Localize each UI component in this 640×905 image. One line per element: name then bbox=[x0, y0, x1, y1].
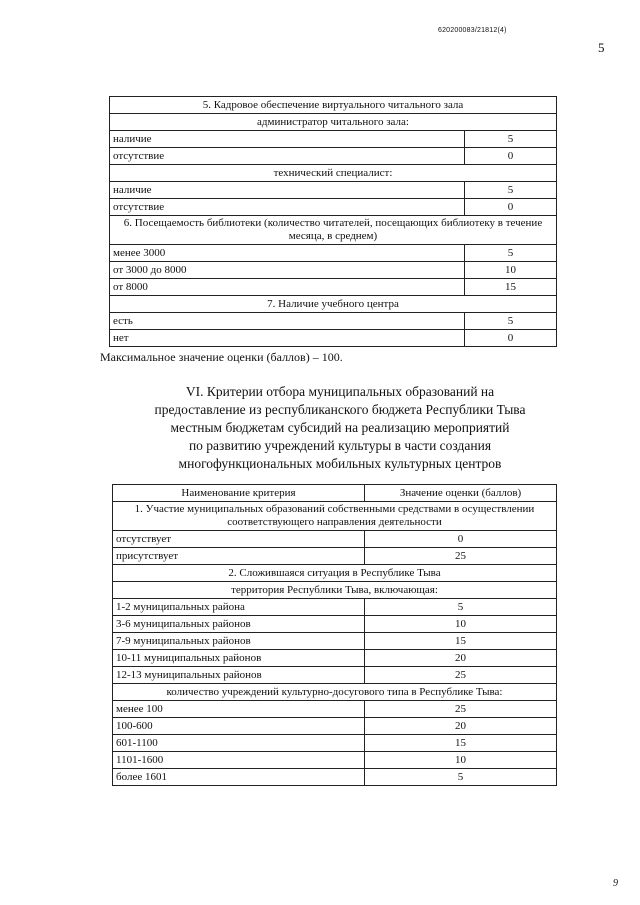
table-section-header-row bbox=[113, 582, 557, 599]
criterion-label-cell: более 1601 bbox=[113, 769, 365, 786]
score-value-cell: 25 bbox=[365, 548, 557, 565]
section-title-line: по развитию учреждений культуры в части создания bbox=[188, 438, 492, 453]
criterion-label-cell: наличие bbox=[110, 131, 465, 148]
score-value-cell: 5 bbox=[465, 182, 557, 199]
table-row bbox=[110, 182, 557, 199]
table-row bbox=[113, 531, 557, 548]
score-value-cell: 0 bbox=[465, 199, 557, 216]
score-value-cell: 0 bbox=[365, 531, 557, 548]
table-row bbox=[113, 616, 557, 633]
table-row bbox=[113, 667, 557, 684]
criterion-label-cell: менее 100 bbox=[113, 701, 365, 718]
table-row bbox=[113, 752, 557, 769]
score-value-cell: 0 bbox=[465, 330, 557, 347]
section-header-cell: территория Республики Тыва, включающая: bbox=[113, 582, 557, 599]
table-section-header-row bbox=[110, 216, 557, 245]
table-row bbox=[110, 131, 557, 148]
criterion-label-cell: от 3000 до 8000 bbox=[110, 262, 465, 279]
criteria-table-part-5-7 bbox=[109, 96, 557, 347]
score-value-cell: 20 bbox=[365, 718, 557, 735]
score-value-cell: 10 bbox=[465, 262, 557, 279]
score-value-cell: 15 bbox=[465, 279, 557, 296]
section-header-cell: 2. Сложившаяся ситуация в Республике Тыва bbox=[113, 565, 557, 582]
score-value-cell: 25 bbox=[365, 667, 557, 684]
score-value-cell: 0 bbox=[465, 148, 557, 165]
table-row bbox=[110, 279, 557, 296]
score-value-cell: 5 bbox=[365, 599, 557, 616]
table-section-header-row bbox=[110, 97, 557, 114]
section-title-line: местным бюджетам субсидий на реализацию мероприятий bbox=[170, 420, 510, 435]
criterion-label-cell: 12-13 муниципальных районов bbox=[113, 667, 365, 684]
table-section-header-row bbox=[113, 684, 557, 701]
score-value-cell: 5 bbox=[465, 131, 557, 148]
score-value-cell: 5 bbox=[365, 769, 557, 786]
section-header-cell: 5. Кадровое обеспечение виртуального читального зала bbox=[110, 97, 557, 114]
table-row bbox=[110, 199, 557, 216]
column-header-criterion: Наименование критерия bbox=[113, 485, 365, 502]
table-row bbox=[113, 701, 557, 718]
table-row bbox=[110, 148, 557, 165]
max-score-note: Максимальное значение оценки (баллов) – 100. bbox=[100, 350, 343, 364]
document-id: 620200083/21812(4) bbox=[438, 27, 507, 34]
criterion-label-cell: отсутствие bbox=[110, 199, 465, 216]
section-title-line: предоставление из республиканского бюджета Республики Тыва bbox=[154, 402, 526, 417]
criterion-label-cell: присутствует bbox=[113, 548, 365, 565]
section-header-cell: 1. Участие муниципальных образований собственными средствами в осуществлении соответствующего направления деятельности bbox=[113, 502, 557, 531]
table-section-header-row bbox=[113, 502, 557, 531]
table-row bbox=[113, 633, 557, 650]
criterion-label-cell: нет bbox=[110, 330, 465, 347]
section-title-line: многофункциональных мобильных культурных центров bbox=[178, 456, 502, 471]
table-row bbox=[110, 262, 557, 279]
table-section-header-row bbox=[113, 565, 557, 582]
table-row bbox=[113, 769, 557, 786]
criterion-label-cell: 7-9 муниципальных районов bbox=[113, 633, 365, 650]
criterion-label-cell: отсутствие bbox=[110, 148, 465, 165]
table-row bbox=[110, 313, 557, 330]
table-section-header-row bbox=[110, 114, 557, 131]
table-row bbox=[113, 599, 557, 616]
section-title bbox=[100, 383, 580, 473]
column-header-score: Значение оценки (баллов) bbox=[365, 485, 557, 502]
criterion-label-cell: наличие bbox=[110, 182, 465, 199]
score-value-cell: 20 bbox=[365, 650, 557, 667]
section-title-line: VI. Критерии отбора муниципальных образований на bbox=[185, 384, 495, 399]
criterion-label-cell: 10-11 муниципальных районов bbox=[113, 650, 365, 667]
criterion-label-cell: есть bbox=[110, 313, 465, 330]
section-header-cell: технический специалист: bbox=[110, 165, 557, 182]
table-row bbox=[113, 718, 557, 735]
criterion-label-cell: 100-600 bbox=[113, 718, 365, 735]
table-row bbox=[113, 650, 557, 667]
score-value-cell: 5 bbox=[465, 245, 557, 262]
handwritten-mark: 9 bbox=[613, 878, 618, 889]
score-value-cell: 15 bbox=[365, 633, 557, 650]
criterion-label-cell: менее 3000 bbox=[110, 245, 465, 262]
score-value-cell: 10 bbox=[365, 616, 557, 633]
score-value-cell: 15 bbox=[365, 735, 557, 752]
criterion-label-cell: отсутствует bbox=[113, 531, 365, 548]
criterion-label-cell: от 8000 bbox=[110, 279, 465, 296]
section-header-cell: количество учреждений культурно-досугового типа в Республике Тыва: bbox=[113, 684, 557, 701]
table-row bbox=[113, 548, 557, 565]
criterion-label-cell: 601-1100 bbox=[113, 735, 365, 752]
criteria-table-section-6 bbox=[112, 484, 557, 786]
table-row bbox=[110, 245, 557, 262]
section-header-cell: 7. Наличие учебного центра bbox=[110, 296, 557, 313]
score-value-cell: 25 bbox=[365, 701, 557, 718]
section-header-cell: 6. Посещаемость библиотеки (количество читателей, посещающих библиотеку в течение месяца, в среднем) bbox=[110, 216, 557, 245]
table-section-header-row bbox=[110, 165, 557, 182]
table-header-row bbox=[113, 485, 557, 502]
table-row bbox=[110, 330, 557, 347]
table-section-header-row bbox=[110, 296, 557, 313]
criterion-label-cell: 1-2 муниципальных района bbox=[113, 599, 365, 616]
criterion-label-cell: 3-6 муниципальных районов bbox=[113, 616, 365, 633]
score-value-cell: 5 bbox=[465, 313, 557, 330]
criterion-label-cell: 1101-1600 bbox=[113, 752, 365, 769]
score-value-cell: 10 bbox=[365, 752, 557, 769]
section-header-cell: администратор читального зала: bbox=[110, 114, 557, 131]
table-row bbox=[113, 735, 557, 752]
page-number: 5 bbox=[598, 40, 605, 55]
